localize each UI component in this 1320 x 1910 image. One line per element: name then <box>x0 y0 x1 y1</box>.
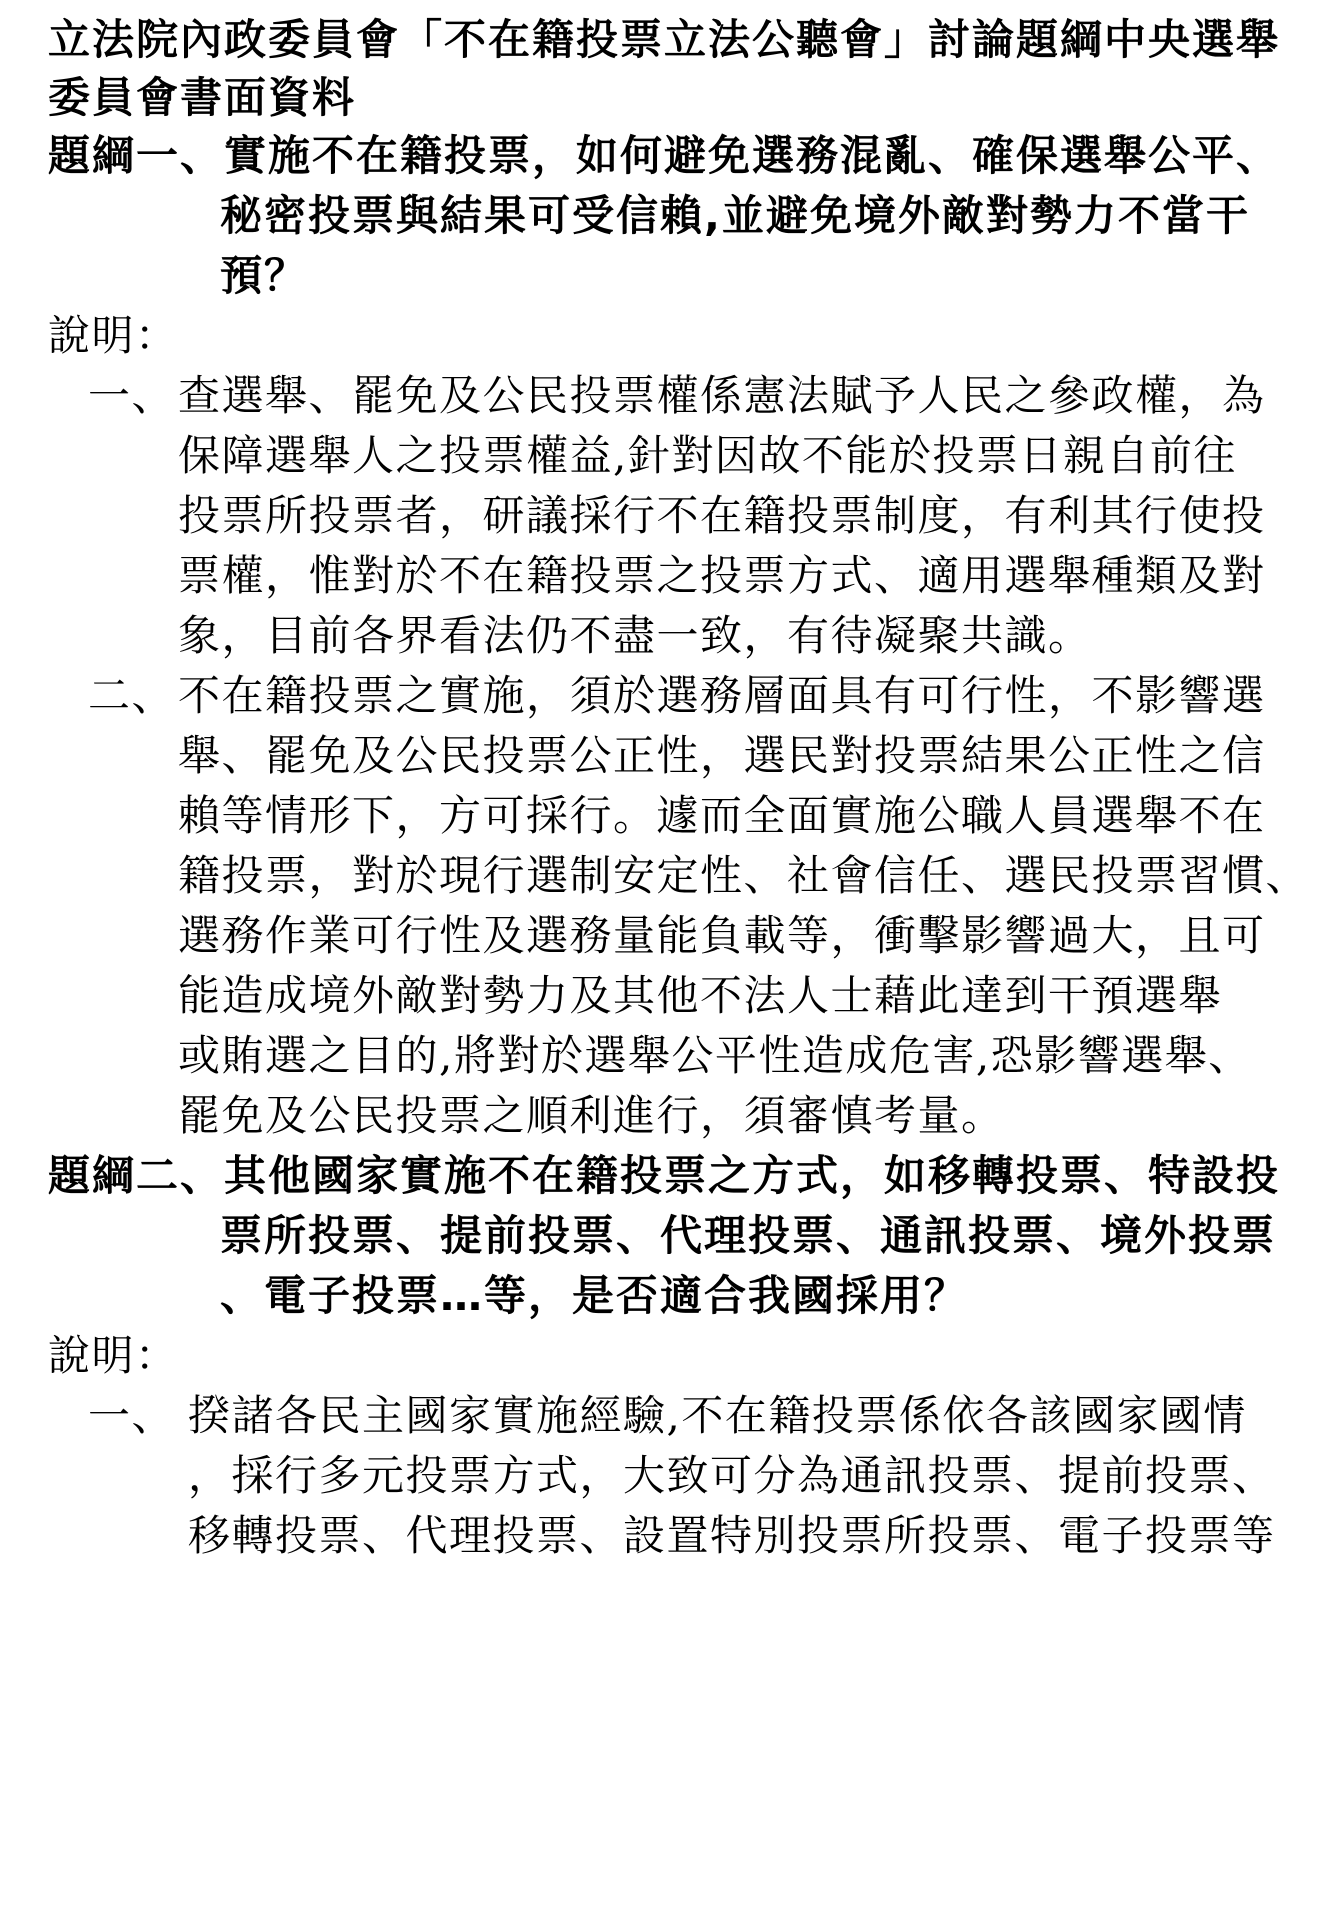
topic-1-item-2-line-1: 不在籍投票之實施，須於選務層面具有可行性，不影響選 <box>178 671 1266 720</box>
topic-2-heading-line-1: 題綱二、其他國家實施不在籍投票之方式，如移轉投票、特設投 <box>48 1151 1281 1200</box>
topic-1-item-2-marker: 二、 <box>88 671 176 720</box>
topic-1-item-1-line-5: 象，目前各界看法仍不盡一致，有待凝聚共識。 <box>178 611 1092 660</box>
topic-1-heading-line-3: 預？ <box>220 251 309 300</box>
topic-2-item-1-line-1: 揆諸各民主國家實施經驗,不在籍投票係依各該國家國情 <box>188 1391 1247 1440</box>
topic-1-item-2-line-2: 舉、罷免及公民投票公正性，選民對投票結果公正性之信 <box>178 731 1266 780</box>
topic-2-explanation-label: 說明： <box>48 1331 179 1380</box>
topic-1-item-2-line-7: 或賄選之目的,將對於選舉公平性造成危害,恐影響選舉、 <box>178 1031 1252 1080</box>
topic-1-explanation-label: 說明： <box>48 311 179 360</box>
topic-1-item-2-line-8: 罷免及公民投票之順利進行，須審慎考量。 <box>178 1091 1005 1140</box>
topic-1-heading-line-2: 秘密投票與結果可受信賴,並避免境外敵對勢力不當干 <box>220 191 1250 240</box>
topic-1-item-2-line-4: 籍投票，對於現行選制安定性、社會信任、選民投票習慣、 <box>178 851 1310 900</box>
topic-2-heading-line-2: 票所投票、提前投票、代理投票、通訊投票、境外投票 <box>220 1211 1277 1260</box>
topic-1-item-1-line-3: 投票所投票者，研議採行不在籍投票制度，有利其行使投 <box>178 491 1266 540</box>
topic-1-heading-line-1: 題綱一、實施不在籍投票，如何避免選務混亂、確保選舉公平、 <box>48 131 1281 180</box>
topic-1-item-1-line-2: 保障選舉人之投票權益,針對因故不能於投票日親自前往 <box>178 431 1237 480</box>
topic-1-item-2-line-6: 能造成境外敵對勢力及其他不法人士藉此達到干預選舉 <box>178 971 1223 1020</box>
document-title-line-2: 委員會書面資料 <box>48 73 357 122</box>
topic-2-item-1-marker: 一、 <box>88 1391 176 1440</box>
topic-1-item-2-line-3: 賴等情形下，方可採行。遽而全面實施公職人員選舉不在 <box>178 791 1266 840</box>
topic-1-item-2-line-5: 選務作業可行性及選務量能負載等，衝擊影響過大，且可 <box>178 911 1266 960</box>
topic-2-item-1-line-3: 移轉投票、代理投票、設置特別投票所投票、電子投票等 <box>188 1511 1276 1560</box>
topic-2-heading-line-3: 、電子投票…等，是否適合我國採用？ <box>220 1271 969 1320</box>
topic-1-item-1-line-1: 查選舉、罷免及公民投票權係憲法賦予人民之參政權，為 <box>178 371 1266 420</box>
topic-1-item-1-marker: 一、 <box>88 371 176 420</box>
topic-2-item-1-line-2: ，採行多元投票方式，大致可分為通訊投票、提前投票、 <box>188 1451 1276 1500</box>
topic-1-item-1-line-4: 票權，惟對於不在籍投票之投票方式、適用選舉種類及對 <box>178 551 1266 600</box>
document-title-line-1: 立法院內政委員會「不在籍投票立法公聽會」討論題綱中央選舉 <box>48 15 1281 64</box>
